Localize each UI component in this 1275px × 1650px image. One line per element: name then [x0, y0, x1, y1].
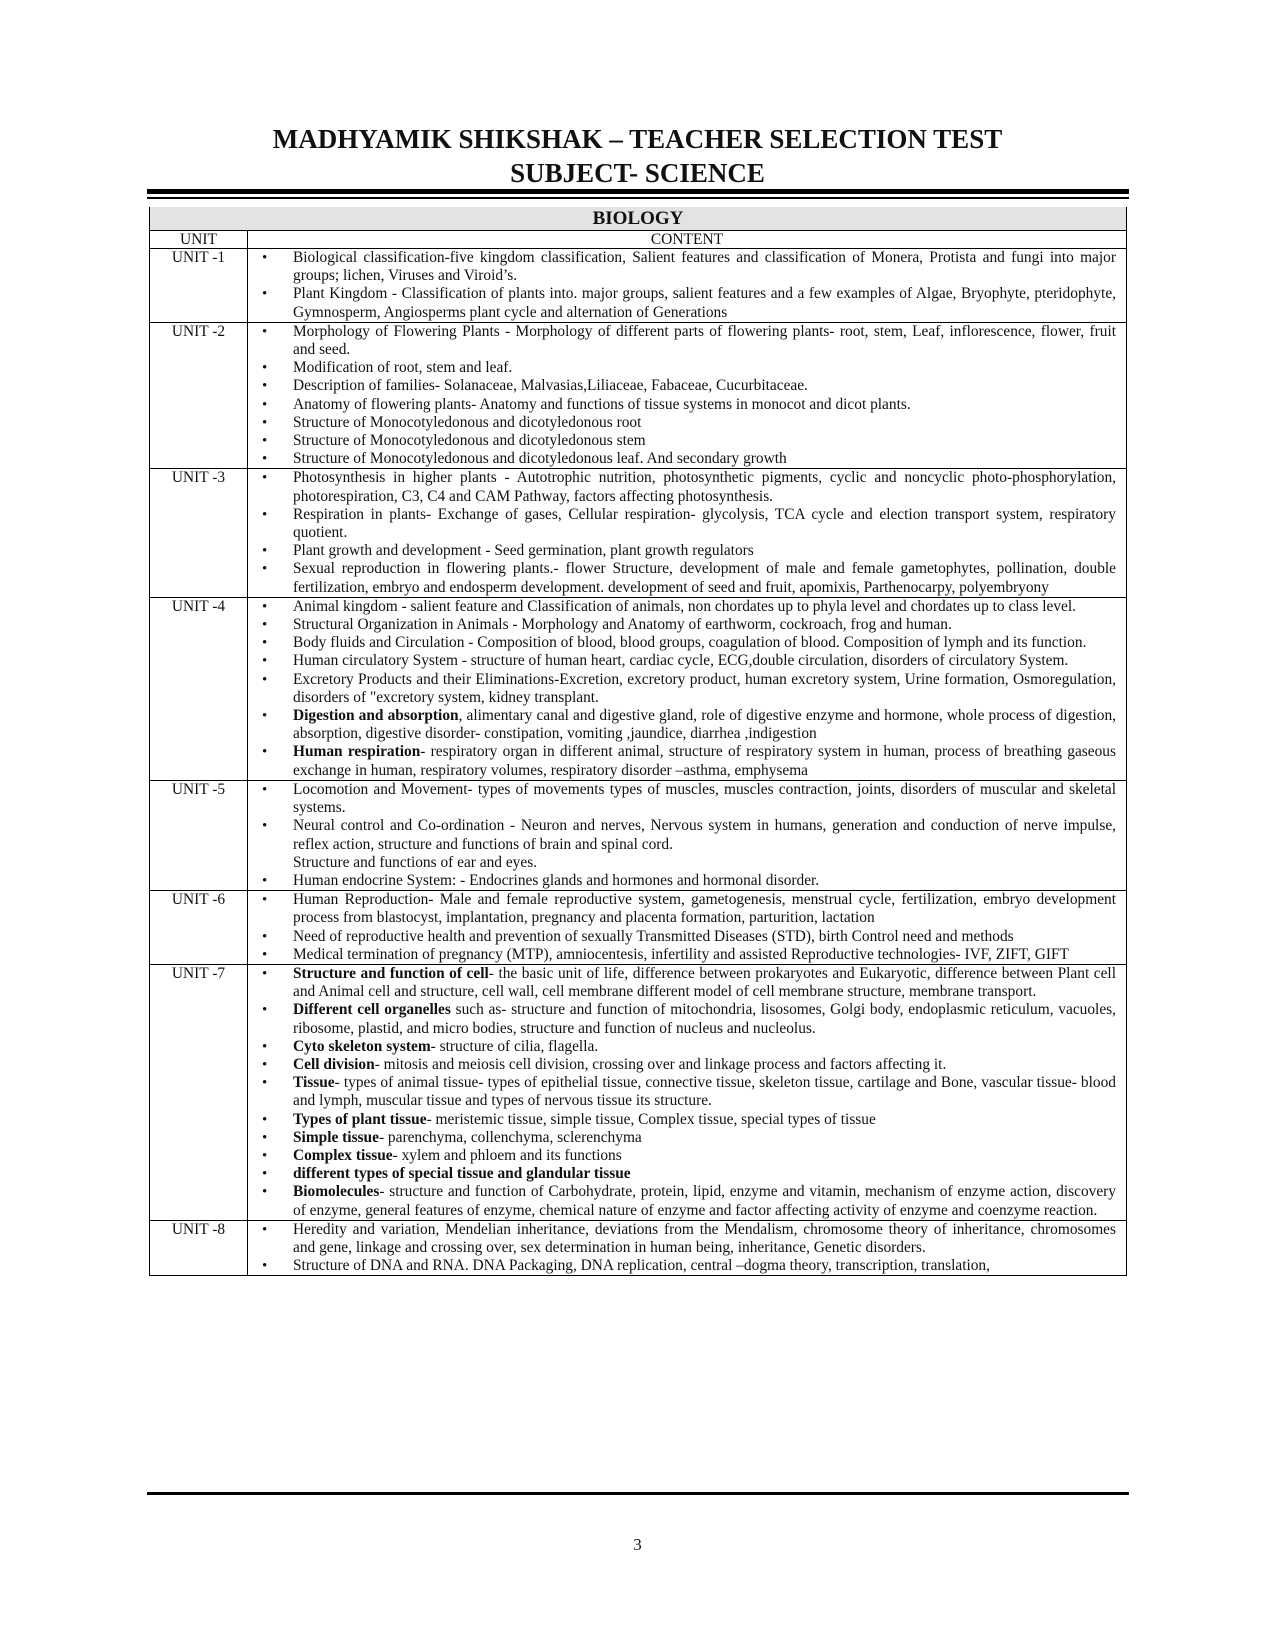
unit-rows — [150, 249, 1127, 1276]
unit-row — [150, 780, 1127, 890]
topic-item — [248, 743, 1116, 779]
subject-row — [150, 207, 1127, 231]
topic-item — [248, 1129, 1116, 1147]
topic-text: Body fluids and Circulation - Composition of blood, blood groups, coagulation of blood. Composition of lymph and its function. — [293, 634, 1087, 652]
topic-lead: Complex tissue — [293, 1146, 393, 1164]
topic-text: Anatomy of flowering plants- Anatomy and functions of tissue systems in monocot and dicot plants. — [293, 395, 911, 413]
unit-content — [248, 249, 1127, 323]
header-rule-thick — [147, 189, 1129, 194]
unit-row — [150, 322, 1127, 469]
topic-item — [248, 249, 1116, 285]
topic-text: Neural control and Co-ordination - Neuron and nerves, Nervous system in humans, generation and conduction of nerve impulse, reflex action, structure and functions of brain and spinal cord. — [293, 817, 1116, 853]
topic-text: Morphology of Flowering Plants - Morphology of different parts of flowering plants- root, stem, Leaf, inflorescence, flower, fruit and seed. — [293, 322, 1116, 359]
topic-item — [248, 1257, 1116, 1275]
topic-item — [248, 323, 1116, 359]
topic-list — [248, 598, 1126, 780]
topic-item — [248, 872, 1116, 890]
topic-list — [248, 965, 1126, 1220]
topic-text: - respiratory organ in different animal, structure of respiratory system in human, process of breathing gaseous exchange in human, respiratory volumes, respiratory disorder –asthma, emphysema — [293, 743, 1116, 779]
topic-item — [248, 781, 1116, 817]
unit-content — [248, 891, 1127, 965]
topic-text: - the basic unit of life, difference between prokaryotes and Eukaryotic, difference between Plant cell and Animal cell and structure, cell wall, cell membrane different model of cell membrane structure, membrane transport. — [293, 964, 1116, 1001]
topic-text: Human circulatory System - structure of human heart, cardiac cycle, ECG,double circulation, disorders of circulatory System. — [293, 652, 1069, 670]
topic-item — [248, 1074, 1116, 1110]
topic-text: Description of families- Solanaceae, Malvasias,Liliaceae, Fabaceae, Cucurbitaceae. — [293, 377, 808, 395]
unit-label: UNIT -6 — [150, 891, 248, 965]
topic-text: Structure and functions of ear and eyes. — [293, 853, 538, 871]
topic-text: Medical termination of pregnancy (MTP), amniocentesis, infertility and assisted Reproductive technologies- IVF, ZIFT, GIFT — [293, 945, 1069, 963]
title-line-1: MADHYAMIK SHIKSHAK – TEACHER SELECTION TEST — [272, 124, 1003, 154]
topic-lead: different types of special tissue and glandular tissue — [293, 1165, 631, 1183]
topic-text: , alimentary canal and digestive gland, role of digestive enzyme and hormone, whole process of digestion, absorption, digestive disorder- constipation, vomiting ,jaundice, diarrhea ,indigestion — [293, 707, 1117, 743]
topic-item — [248, 707, 1116, 743]
topic-text: Respiration in plants- Exchange of gases, Cellular respiration- glycolysis, TCA cycle and election transport system, respiratory quotient. — [293, 505, 1116, 542]
unit-column-header: UNIT — [150, 231, 248, 249]
topic-item — [248, 285, 1116, 321]
topic-item — [248, 359, 1116, 377]
topic-item — [248, 1165, 1116, 1183]
topic-text: - structure and function of Carbohydrate, protein, lipid, enzyme and vitamin, mechanism of enzyme action, discovery of enzyme, general features of enzyme, chemical nature of enzyme and factor affecting activity of enzyme and coenzyme reaction. — [293, 1183, 1116, 1219]
topic-item — [248, 598, 1116, 616]
topic-text: - parenchyma, collenchyma, sclerenchyma — [378, 1128, 642, 1146]
topic-lead: Biomolecules — [293, 1183, 380, 1201]
unit-content — [248, 780, 1127, 890]
column-header-row — [150, 231, 1127, 249]
topic-item — [248, 1056, 1116, 1074]
topic-item — [248, 616, 1116, 634]
unit-row — [150, 891, 1127, 965]
title-line-2: SUBJECT- SCIENCE — [510, 158, 765, 188]
unit-content — [248, 1220, 1127, 1276]
topic-text: Plant Kingdom - Classification of plants into. major groups, salient features and a few examples of Algae, Bryophyte, pteridophyte, Gymnosperm, Angiosperms plant cycle and alternation of Generations — [293, 285, 1116, 321]
unit-row — [150, 597, 1127, 780]
topic-item — [248, 1038, 1116, 1056]
topic-item — [248, 928, 1116, 946]
topic-item — [248, 891, 1116, 927]
topic-list — [248, 891, 1126, 964]
unit-label: UNIT -1 — [150, 249, 248, 323]
syllabus-table — [149, 207, 1127, 1276]
topic-text: Sexual reproduction in flowering plants.- flower Structure, development of male and female gametophytes, pollination, double fertilization, embryo and endosperm development. development of seed and fruit, apomixis, Parthenocarpy, polyembryony — [293, 560, 1116, 596]
topic-text: Need of reproductive health and prevention of sexually Transmitted Diseases (STD), birth Control need and methods — [293, 927, 1014, 945]
unit-row — [150, 1220, 1127, 1276]
topic-item — [248, 1001, 1116, 1037]
topic-text: Structure of Monocotyledonous and dicotyledonous leaf. And secondary growth — [293, 450, 787, 468]
unit-content — [248, 322, 1127, 469]
topic-list — [248, 249, 1126, 322]
topic-item — [248, 1111, 1116, 1129]
unit-content — [248, 597, 1127, 780]
subject-heading: BIOLOGY — [150, 207, 1127, 231]
topic-text: such as- structure and function of mitochondria, lisosomes, Golgi body, endoplasmic reticulum, vacuoles, ribosome, plastid, and micro bodies, structure and function of nucleus and nucleolus. — [293, 1001, 1116, 1037]
page-number: 3 — [633, 1535, 642, 1554]
topic-lead: Tissue — [293, 1074, 335, 1092]
topic-lead: Digestion and absorption — [293, 707, 459, 725]
topic-text: Modification of root, stem and leaf. — [293, 359, 513, 377]
topic-item — [248, 1221, 1116, 1257]
topic-lead: Types of plant tissue — [293, 1110, 427, 1128]
unit-content — [248, 964, 1127, 1220]
topic-item — [248, 652, 1116, 670]
topic-item — [248, 506, 1116, 542]
topic-lead: Different cell organelles — [293, 1001, 451, 1019]
unit-row — [150, 249, 1127, 323]
topic-item — [248, 854, 1116, 872]
topic-text: Biological classification-five kingdom classification, Salient features and classification of Monera, Protista and fungi into major groups; lichen, Viruses and Viroid’s. — [293, 249, 1116, 285]
topic-lead: Simple tissue — [293, 1128, 379, 1146]
topic-text: Locomotion and Movement- types of movements types of muscles, muscles contraction, joints, disorders of muscular and skeletal systems. — [293, 780, 1116, 817]
topic-text: Photosynthesis in higher plants - Autotrophic nutrition, photosynthetic pigments, cyclic and noncyclic photo-phosphorylation, photorespiration, C3, C4 and CAM Pathway, factors affecting photosynthesis. — [293, 469, 1116, 505]
topic-text: Human Reproduction- Male and female reproductive system, gametogenesis, menstrual cycle, fertilization, embryo development process from blastocyst, implantation, pregnancy and placenta formation, parturition, lactation — [293, 891, 1116, 927]
topic-lead: Human respiration — [293, 743, 421, 761]
topic-item — [248, 396, 1116, 414]
topic-list — [248, 323, 1126, 469]
topic-text: - mitosis and meiosis cell division, crossing over and linkage process and factors affecting it. — [374, 1055, 947, 1073]
topic-item — [248, 450, 1116, 468]
unit-content — [248, 469, 1127, 597]
topic-item — [248, 469, 1116, 505]
page-title — [0, 122, 1275, 190]
topic-text: Animal kingdom - salient feature and Classification of animals, non chordates up to phyla level and chordates up to class level. — [293, 597, 1076, 615]
topic-item — [248, 946, 1116, 964]
topic-text: Plant growth and development - Seed germination, plant growth regulators — [293, 542, 754, 560]
unit-label: UNIT -2 — [150, 322, 248, 469]
unit-label: UNIT -4 — [150, 597, 248, 780]
topic-text: Excretory Products and their Eliminations-Excretion, excretory product, human excretory system, Urine formation, Osmoregulation, disorders of "excretory system, kidney transplant. — [293, 670, 1116, 706]
unit-row — [150, 469, 1127, 597]
unit-row — [150, 964, 1127, 1220]
topic-item — [248, 414, 1116, 432]
topic-text: Human endocrine System: - Endocrines glands and hormones and hormonal disorder. — [293, 871, 820, 889]
topic-lead: Structure and function of cell — [293, 964, 489, 982]
topic-text: Structure of Monocotyledonous and dicotyledonous root — [293, 413, 642, 431]
unit-label: UNIT -7 — [150, 964, 248, 1220]
topic-text: - xylem and phloem and its functions — [392, 1146, 622, 1164]
topic-list — [248, 469, 1126, 596]
topic-text: Structure of DNA and RNA. DNA Packaging, DNA replication, central –dogma theory, transcription, translation, — [293, 1257, 990, 1275]
content-column-header: CONTENT — [248, 231, 1127, 249]
topic-item — [248, 671, 1116, 707]
unit-label: UNIT -8 — [150, 1220, 248, 1276]
footer-rule — [147, 1492, 1129, 1495]
topic-lead: Cell division — [293, 1055, 375, 1073]
topic-text: Structure of Monocotyledonous and dicotyledonous stem — [293, 432, 646, 450]
header-rule-thin — [147, 197, 1129, 199]
topic-item — [248, 634, 1116, 652]
topic-item — [248, 965, 1116, 1001]
topic-item — [248, 432, 1116, 450]
topic-list — [248, 1221, 1126, 1276]
topic-text: - structure of cilia, flagella. — [430, 1037, 599, 1055]
topic-text: - meristemic tissue, simple tissue, Complex tissue, special types of tissue — [426, 1110, 876, 1128]
topic-item — [248, 377, 1116, 395]
topic-list — [248, 781, 1126, 890]
topic-item — [248, 817, 1116, 853]
topic-item — [248, 560, 1116, 596]
unit-label: UNIT -5 — [150, 780, 248, 890]
topic-text: Heredity and variation, Mendelian inheritance, deviations from the Mendalism, chromosome theory of inheritance, chromosomes and gene, linkage and crossing over, sex determination in human being, inheritance, Genetic disorders. — [293, 1220, 1116, 1256]
topic-text: - types of animal tissue- types of epithelial tissue, connective tissue, skeleton tissue, cartilage and Bone, vascular tissue- blood and lymph, muscular tissue and types of nervous tissue its structure. — [293, 1074, 1116, 1110]
topic-text: Structural Organization in Animals - Morphology and Anatomy of earthworm, cockroach, frog and human. — [293, 616, 952, 634]
topic-lead: Cyto skeleton system — [293, 1037, 431, 1055]
topic-item — [248, 1183, 1116, 1219]
topic-item — [248, 1147, 1116, 1165]
topic-item — [248, 542, 1116, 560]
unit-label: UNIT -3 — [150, 469, 248, 597]
